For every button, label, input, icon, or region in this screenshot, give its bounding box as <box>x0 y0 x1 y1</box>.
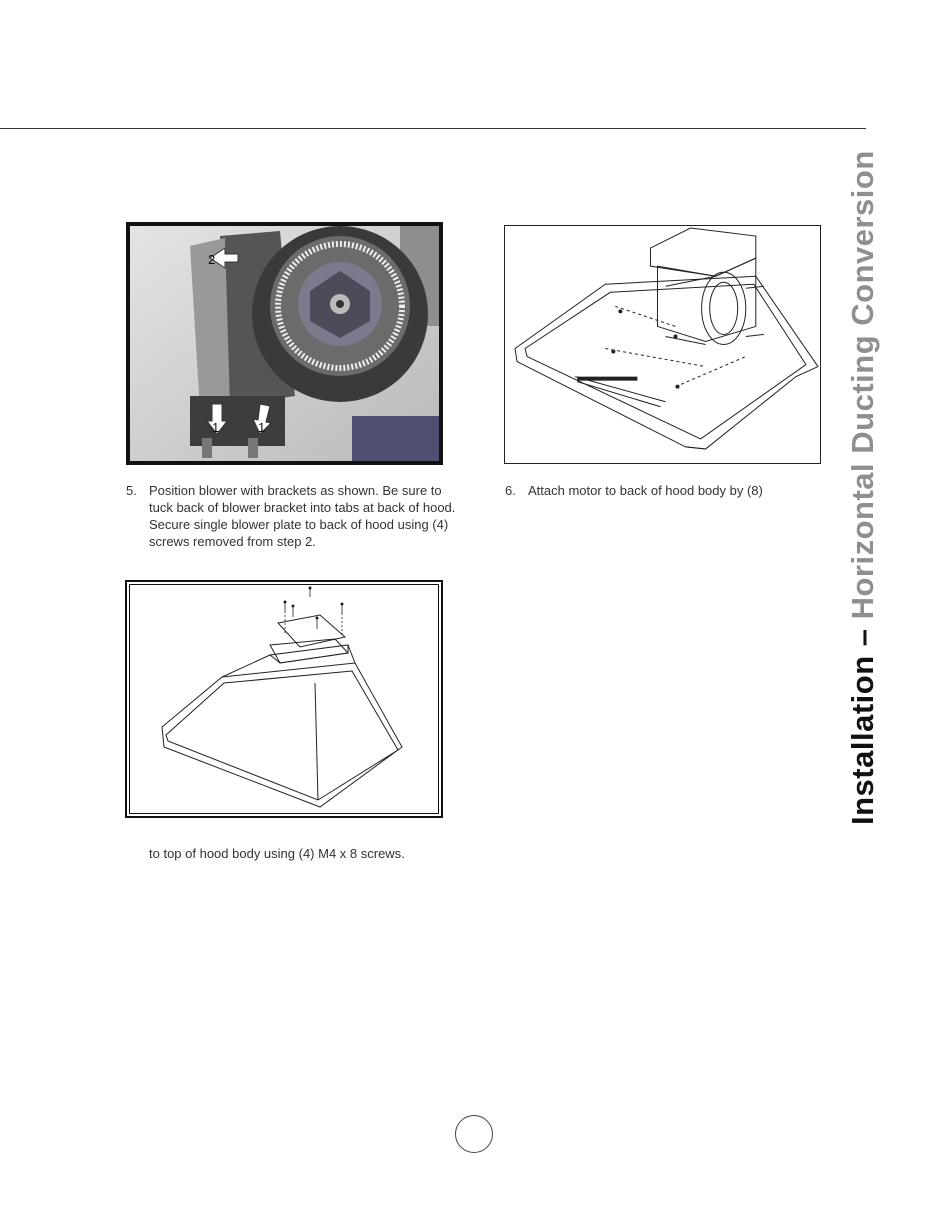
step-6-text: Attach motor to back of hood body by (8) <box>528 483 763 498</box>
step-5 <box>126 482 461 550</box>
hood-drawing <box>130 585 438 813</box>
section-title-light: Horizontal Ducting Conversion <box>845 150 880 629</box>
step-5-text: Position blower with brackets as shown. Be sure to tuck back of blower bracket into tabs at back of hood. Secure single blower plate to back of hood using (4) screws removed from step 2. <box>149 483 456 549</box>
continuation-text: to top of hood body using (4) M4 x 8 screws. <box>149 846 405 861</box>
step-6-number: 6. <box>505 483 516 498</box>
header-rule <box>0 128 866 129</box>
step-5-number: 5. <box>126 483 137 498</box>
blower-photo-figure <box>126 222 443 465</box>
callout-1-right: 1 <box>258 420 266 435</box>
section-title-dark: Installation – <box>845 628 880 825</box>
callout-1-left: 1 <box>212 420 220 435</box>
step-6 <box>505 482 825 499</box>
motor-drawing <box>505 226 820 463</box>
hood-top-drawing <box>125 580 443 818</box>
blower-photo <box>130 226 439 461</box>
page-number-circle <box>455 1115 493 1153</box>
section-title <box>845 150 881 825</box>
motor-attach-drawing <box>504 225 821 464</box>
callout-2: 2 <box>208 252 216 267</box>
